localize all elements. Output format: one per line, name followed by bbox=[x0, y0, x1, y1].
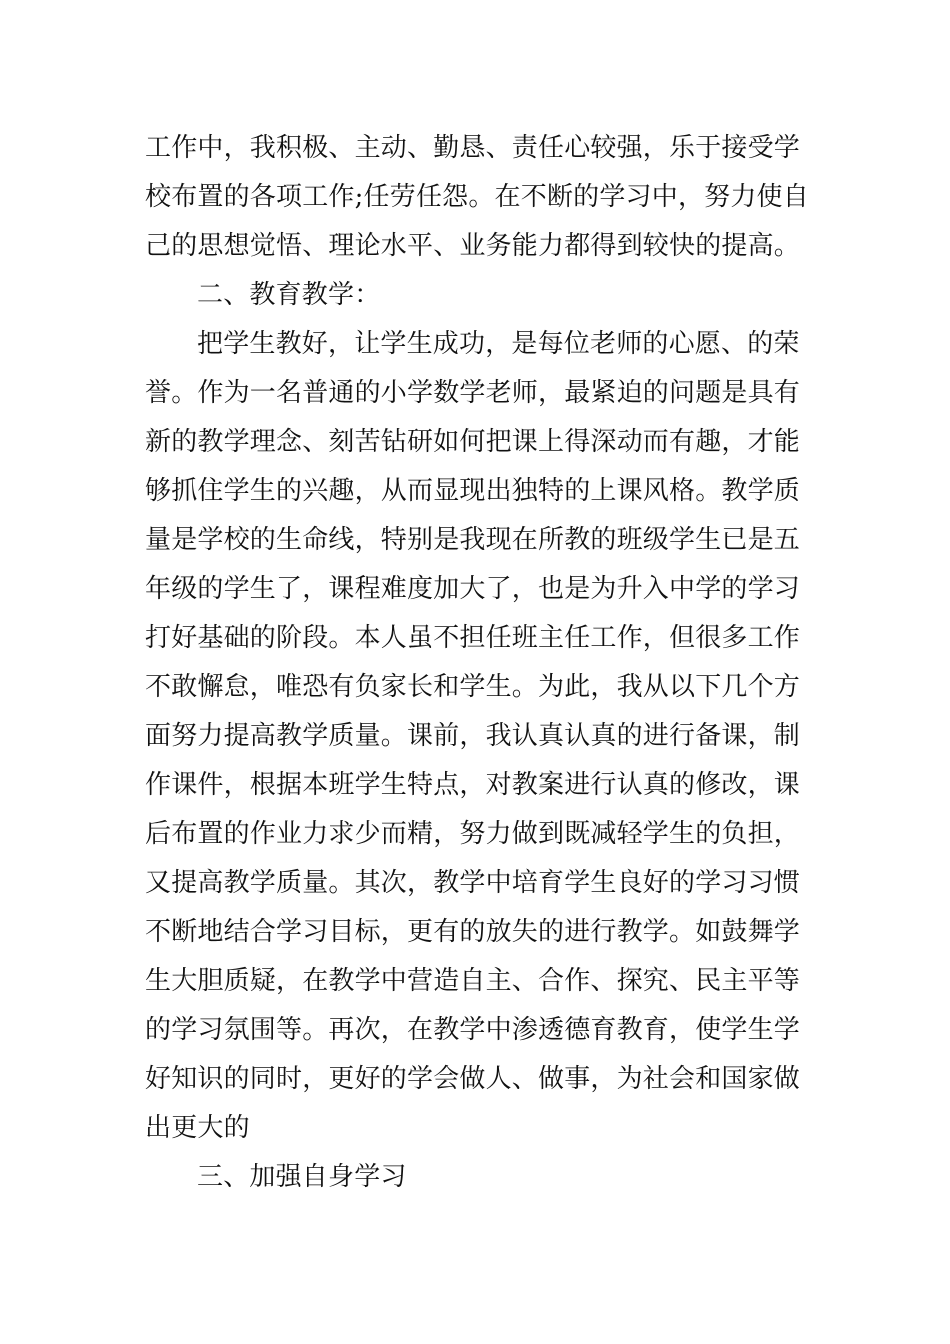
paragraph-line: 不敢懈怠，唯恐有负家长和学生。为此，我从以下几个方 bbox=[145, 672, 801, 702]
paragraph-line: 新的教学理念、刻苦钻研如何把课上得深动而有趣，才能 bbox=[145, 427, 801, 457]
paragraph-line: 后布置的作业力求少而精，努力做到既减轻学生的负担， bbox=[145, 819, 801, 849]
paragraph-line: 把学生教好，让学生成功，是每位老师的心愿、的荣 bbox=[197, 329, 800, 359]
paragraph-line: 己的思想觉悟、理论水平、业务能力都得到较快的提高。 bbox=[145, 231, 801, 261]
paragraph-line: 年级的学生了，课程难度加大了，也是为升入中学的学习 bbox=[145, 574, 801, 604]
document-body bbox=[145, 124, 810, 1202]
paragraph-line: 量是学校的生命线，特别是我现在所教的班级学生已是五 bbox=[145, 525, 801, 555]
section-heading-2: 二、教育教学： bbox=[197, 280, 381, 310]
paragraph-line: 够抓住学生的兴趣，从而显现出独特的上课风格。教学质 bbox=[145, 476, 801, 506]
paragraph-line: 好知识的同时，更好的学会做人、做事，为社会和国家做 bbox=[145, 1064, 801, 1094]
paragraph-line: 工作中，我积极、主动、勤恳、责任心较强，乐于接受学 bbox=[145, 133, 801, 163]
paragraph-line: 作课件，根据本班学生特点，对教案进行认真的修改，课 bbox=[145, 770, 801, 800]
paragraph-line: 又提高教学质量。其次，教学中培育学生良好的学习习惯 bbox=[145, 868, 801, 898]
paragraph-line: 誉。作为一名普通的小学数学老师，最紧迫的问题是具有 bbox=[145, 378, 801, 408]
paragraph-line: 的学习氛围等。再次，在教学中渗透德育教育，使学生学 bbox=[145, 1015, 801, 1045]
paragraph-line: 不断地结合学习目标，更有的放失的进行教学。如鼓舞学 bbox=[145, 917, 801, 947]
paragraph-line: 面努力提高教学质量。课前，我认真认真的进行备课，制 bbox=[145, 721, 801, 751]
paragraph-line: 校布置的各项工作;任劳任怨。在不断的学习中，努力使自 bbox=[145, 182, 809, 212]
paragraph-line: 出更大的 bbox=[145, 1113, 250, 1143]
paragraph-line: 打好基础的阶段。本人虽不担任班主任工作，但很多工作 bbox=[145, 623, 801, 653]
paragraph-line: 生大胆质疑，在教学中营造自主、合作、探究、民主平等 bbox=[145, 966, 801, 996]
section-heading-3: 三、加强自身学习 bbox=[197, 1162, 407, 1192]
